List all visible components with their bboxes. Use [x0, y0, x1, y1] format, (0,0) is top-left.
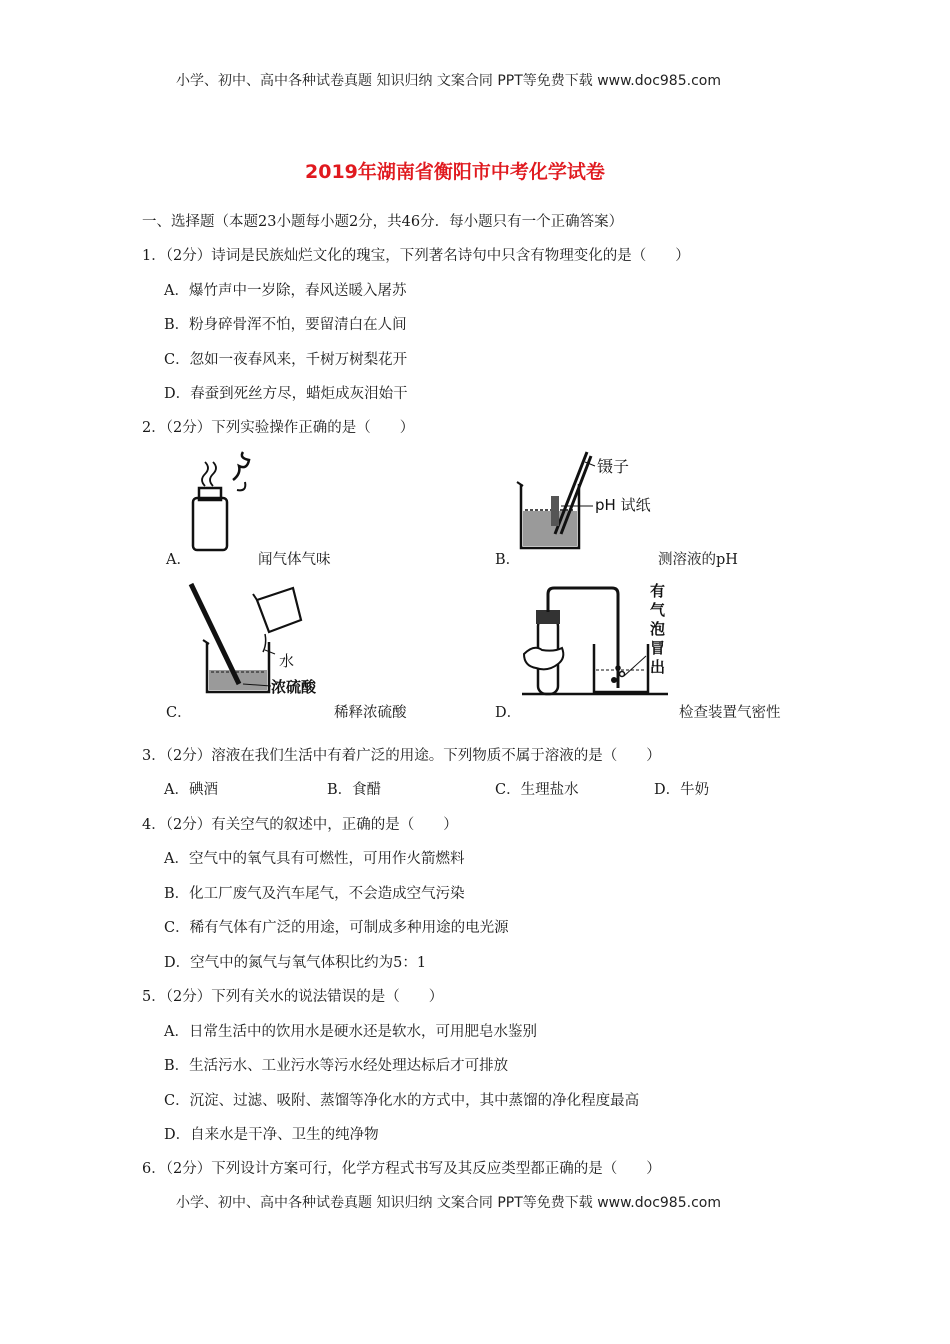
- figure-smell-gas: [185, 450, 265, 555]
- question-2-option-b-caption: 测溶液的pH: [658, 552, 738, 568]
- page-title: 2019年湖南省衡阳市中考化学试卷: [305, 161, 605, 183]
- question-2-option-d-caption: 检查装置气密性: [679, 705, 781, 721]
- figure-dilute-acid: [183, 580, 353, 700]
- label-conc-acid: 浓硫酸: [271, 678, 317, 696]
- label-bubble-4: 冒: [650, 639, 666, 657]
- question-2-option-d-letter: D．: [495, 705, 522, 721]
- question-3-option-c: C．生理盐水: [495, 782, 579, 798]
- question-6-stem: 6．（2分）下列设计方案可行，化学方程式书写及其反应类型都正确的是（ ）: [142, 1161, 661, 1177]
- question-3-option-d: D．牛奶: [654, 782, 710, 798]
- question-1-option-c: C．忽如一夜春风来，千树万树梨花开: [164, 352, 408, 368]
- figure-ph-test: [515, 448, 665, 556]
- label-bubble-2: 气: [650, 601, 666, 619]
- label-tweezers: 镊子: [597, 457, 630, 476]
- page-footer: 小学、初中、高中各种试卷真题 知识归纳 文案合同 PPT等免费下载 www.doc985.com: [176, 1195, 721, 1211]
- question-3-stem: 3．（2分）溶液在我们生活中有着广泛的用途。下列物质不属于溶液的是（ ）: [142, 748, 661, 764]
- question-4-option-b: B．化工厂废气及汽车尾气，不会造成空气污染: [164, 886, 465, 902]
- question-5-stem: 5．（2分）下列有关水的说法错误的是（ ）: [142, 989, 444, 1005]
- label-water: 水: [279, 652, 295, 670]
- question-2-option-a-caption: 闻气体气味: [258, 552, 331, 568]
- question-2-option-c-letter: C．: [166, 705, 192, 721]
- label-ph-paper: pH 试纸: [595, 496, 651, 514]
- question-4-option-a: A．空气中的氧气具有可燃性，可用作火箭燃料: [164, 851, 465, 867]
- section-heading: 一、选择题（本题23小题每小题2分，共46分．每小题只有一个正确答案）: [142, 214, 624, 230]
- question-2-option-c-caption: 稀释浓硫酸: [334, 705, 407, 721]
- question-5-option-c: C．沉淀、过滤、吸附、蒸馏等净化水的方式中，其中蒸馏的净化程度最高: [164, 1093, 640, 1109]
- question-4-option-d: D．空气中的氮气与氧气体积比约为5：1: [164, 955, 427, 971]
- label-bubble-3: 泡: [650, 620, 666, 638]
- question-5-option-a: A．日常生活中的饮用水是硬水还是软水，可用肥皂水鉴别: [164, 1024, 537, 1040]
- question-5-option-b: B．生活污水、工业污水等污水经处理达标后才可排放: [164, 1058, 509, 1074]
- question-4-stem: 4．（2分）有关空气的叙述中，正确的是（ ）: [142, 817, 458, 833]
- question-2-option-b-letter: B．: [495, 552, 521, 568]
- question-1-stem: 1．（2分）诗词是民族灿烂文化的瑰宝，下列著名诗句中只含有物理变化的是（ ）: [142, 248, 690, 264]
- label-bubble-1: 有: [650, 582, 666, 600]
- question-3-option-b: B．食醋: [327, 782, 382, 798]
- question-3-option-a: A．碘酒: [164, 782, 218, 798]
- question-5-option-d: D．自来水是干净、卫生的纯净物: [164, 1127, 379, 1143]
- question-4-option-c: C．稀有气体有广泛的用途，可制成多种用途的电光源: [164, 920, 509, 936]
- question-1-option-d: D．春蚕到死丝方尽，蜡炬成灰泪始干: [164, 386, 408, 402]
- page-header: 小学、初中、高中各种试卷真题 知识归纳 文案合同 PPT等免费下载 www.doc985.com: [176, 73, 721, 89]
- question-2-option-a-letter: A．: [166, 552, 191, 568]
- question-2-stem: 2．（2分）下列实验操作正确的是（ ）: [142, 420, 415, 436]
- figure-airtightness: [518, 582, 693, 702]
- question-1-option-a: A．爆竹声中一岁除，春风送暖入屠苏: [164, 283, 407, 299]
- question-1-option-b: B．粉身碎骨浑不怕，要留清白在人间: [164, 317, 407, 333]
- label-bubble-5: 出: [650, 658, 666, 676]
